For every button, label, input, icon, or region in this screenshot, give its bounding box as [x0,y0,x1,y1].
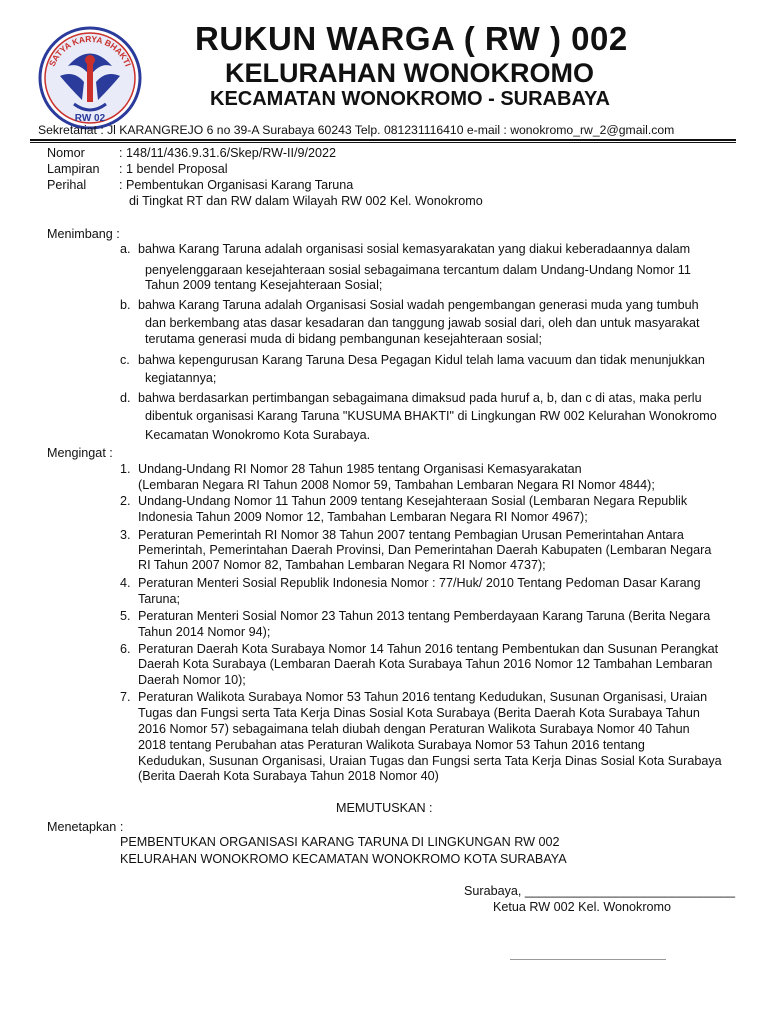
nomor-label: Nomor [47,146,85,160]
letterhead-title: RUKUN WARGA ( RW ) 002 [195,20,628,57]
mengingat-line: Kedudukan, Susunan Organisasi, Uraian Tugas dan Fungsi serta Tata Kerja Dinas Sosial Kota Surabaya [138,754,722,768]
perihal-value-line1: : Pembentukan Organisasi Karang Taruna [119,178,354,192]
perihal-value-line2: di Tingkat RT dan RW dalam Wilayah RW 002 Kel. Wonokromo [129,194,483,208]
mengingat-marker: 7. [120,690,131,704]
letterhead [0,0,768,140]
menetapkan-label: Menetapkan : [47,820,124,834]
menimbang-line: kegiatannya; [145,371,217,385]
menimbang-marker: c. [120,353,130,367]
mengingat-marker: 5. [120,609,131,623]
memutuskan-heading: MEMUTUSKAN : [336,801,433,815]
mengingat-line: Tahun 2014 Nomor 94); [138,625,271,639]
menetapkan-line2: KELURAHAN WONOKROMO KECAMATAN WONOKROMO KOTA SURABAYA [120,852,567,866]
mengingat-marker: 4. [120,576,131,590]
mengingat-line: Peraturan Menteri Sosial Nomor 23 Tahun 2013 tentang Pemberdayaan Karang Taruna (Berita Negara [138,609,711,623]
perihal-label: Perihal [47,178,87,192]
letterhead-district: KECAMATAN WONOKROMO - SURABAYA [210,88,610,110]
mengingat-line: Indonesia Tahun 2009 Nomor 12, Tambahan Lembaran Negara RI Nomor 4967); [138,510,588,524]
menimbang-line: penyelenggaraan kesejahteraan sosial sebagaimana tercantum dalam Undang-Undang Nomor 11 [145,263,691,277]
mengingat-line: Undang-Undang Nomor 11 Tahun 2009 tentang Kesejahteraan Sosial (Lembaran Negara Republik [138,494,688,508]
mengingat-line: Undang-Undang RI Nomor 28 Tahun 1985 tentang Organisasi Kemasyarakatan [138,462,582,476]
mengingat-marker: 6. [120,642,131,656]
mengingat-line: (Lembaran Negara RI Tahun 2008 Nomor 59, Tambahan Lembaran Negara RI Nomor 4844); [138,478,655,492]
mengingat-line: Peraturan Menteri Sosial Republik Indonesia Nomor : 77/Huk/ 2010 Tentang Pedoman Dasar Karang [138,576,701,590]
lampiran-value: : 1 bendel Proposal [119,162,228,176]
menimbang-line: bahwa berdasarkan pertimbangan sebagaimana dimaksud pada huruf a, b, dan c di atas, maka perlu [138,391,702,405]
mengingat-line: RI Tahun 2007 Nomor 82, Tambahan Lembaran Negara RI Nomor 4737); [138,558,546,572]
menimbang-line: dan berkembang atas dasar kesadaran dan tanggung jawab sosial dari, oleh dan untuk masyarakat [145,316,700,330]
menimbang-marker: d. [120,391,131,405]
header-divider-thin [30,142,736,143]
menimbang-line: bahwa Karang Taruna adalah Organisasi Sosial wadah pengembangan generasi muda yang tumbuh [138,298,699,312]
nomor-value: : 148/11/436.9.31.6/Skep/RW-II/9/2022 [119,146,337,160]
mengingat-marker: 2. [120,494,131,508]
mengingat-marker: 3. [120,528,131,542]
signature-line [510,959,666,960]
letterhead-subtitle: KELURAHAN WONOKROMO [225,58,594,88]
menimbang-line: terutama generasi muda di bidang pembangunan kesejahteraan sosial; [145,332,542,346]
signature-title: Ketua RW 002 Kel. Wonokromo [493,900,672,914]
logo-text-top: SATYA KARYA BHAKTI [46,33,134,68]
menimbang-label: Menimbang : [47,227,120,241]
logo-text-bottom: RW 02 [74,113,106,124]
mengingat-label: Mengingat : [47,446,113,460]
mengingat-line: Daerah Kota Surabaya (Lembaran Daerah Kota Surabaya Tahun 2016 Nomor 12 Tambahan Lembaran [138,657,713,671]
menetapkan-line1: PEMBENTUKAN ORGANISASI KARANG TARUNA DI LINGKUNGAN RW 002 [120,835,560,849]
header-divider-thick [30,139,736,141]
menimbang-marker: a. [120,242,131,256]
mengingat-line: Taruna; [138,592,181,606]
menimbang-line: Tahun 2009 tentang Kesejahteraan Sosial; [145,278,383,292]
lampiran-label: Lampiran [47,162,100,176]
mengingat-line: Pemerintah, Pemerintahan Daerah Provinsi, Dan Pemerintahan Daerah Kabupaten (Lembaran Negara [138,543,712,557]
menimbang-line: dibentuk organisasi Karang Taruna "KUSUMA BHAKTI" di Lingkungan RW 002 Kelurahan Wonokromo [145,409,717,423]
mengingat-line: Tugas dan Fungsi serta Tata Kerja Dinas Sosial Kota Surabaya (Berita Daerah Kota Surabaya Tahun [138,706,700,720]
rw-emblem-logo [38,26,142,130]
signature-place-date: Surabaya, ______________________________ [464,884,736,898]
menimbang-line: Kecamatan Wonokromo Kota Surabaya. [145,428,371,442]
mengingat-line: Peraturan Daerah Kota Surabaya Nomor 14 Tahun 2016 tentang Pembentukan dan Susunan Perangkat [138,642,719,656]
menimbang-line: bahwa Karang Taruna adalah organisasi sosial kemasyarakatan yang diakui keberadaannya dalam [138,242,691,256]
mengingat-line: 2018 tentang Perubahan atas Peraturan Walikota Surabaya Nomor 53 Tahun 2016 tentang [138,738,645,752]
mengingat-line: (Berita Daerah Kota Surabaya Tahun 2018 Nomor 40) [138,769,439,783]
menimbang-marker: b. [120,298,131,312]
mengingat-line: 2016 Nomor 57) sebagaimana telah diubah dengan Peraturan Walikota Surabaya Nomor 40 Tahun [138,722,690,736]
mengingat-marker: 1. [120,462,131,476]
letterhead-contact: Sekretariat : Jl KARANGREJO 6 no 39-A Surabaya 60243 Telp. 081231116410 e-mail : wonokromo_rw_2@gmail.com [38,123,675,137]
mengingat-line: Peraturan Walikota Surabaya Nomor 53 Tahun 2016 tentang Kedudukan, Susunan Organisasi, Uraian [138,690,708,704]
mengingat-line: Peraturan Pemerintah RI Nomor 38 Tahun 2007 tentang Pembagian Urusan Pemerintahan Antara [138,528,684,542]
menimbang-line: bahwa kepengurusan Karang Taruna Desa Pegagan Kidul telah lama vacuum dan tidak menunjukkan [138,353,705,367]
mengingat-line: Daerah Nomor 10); [138,673,246,687]
